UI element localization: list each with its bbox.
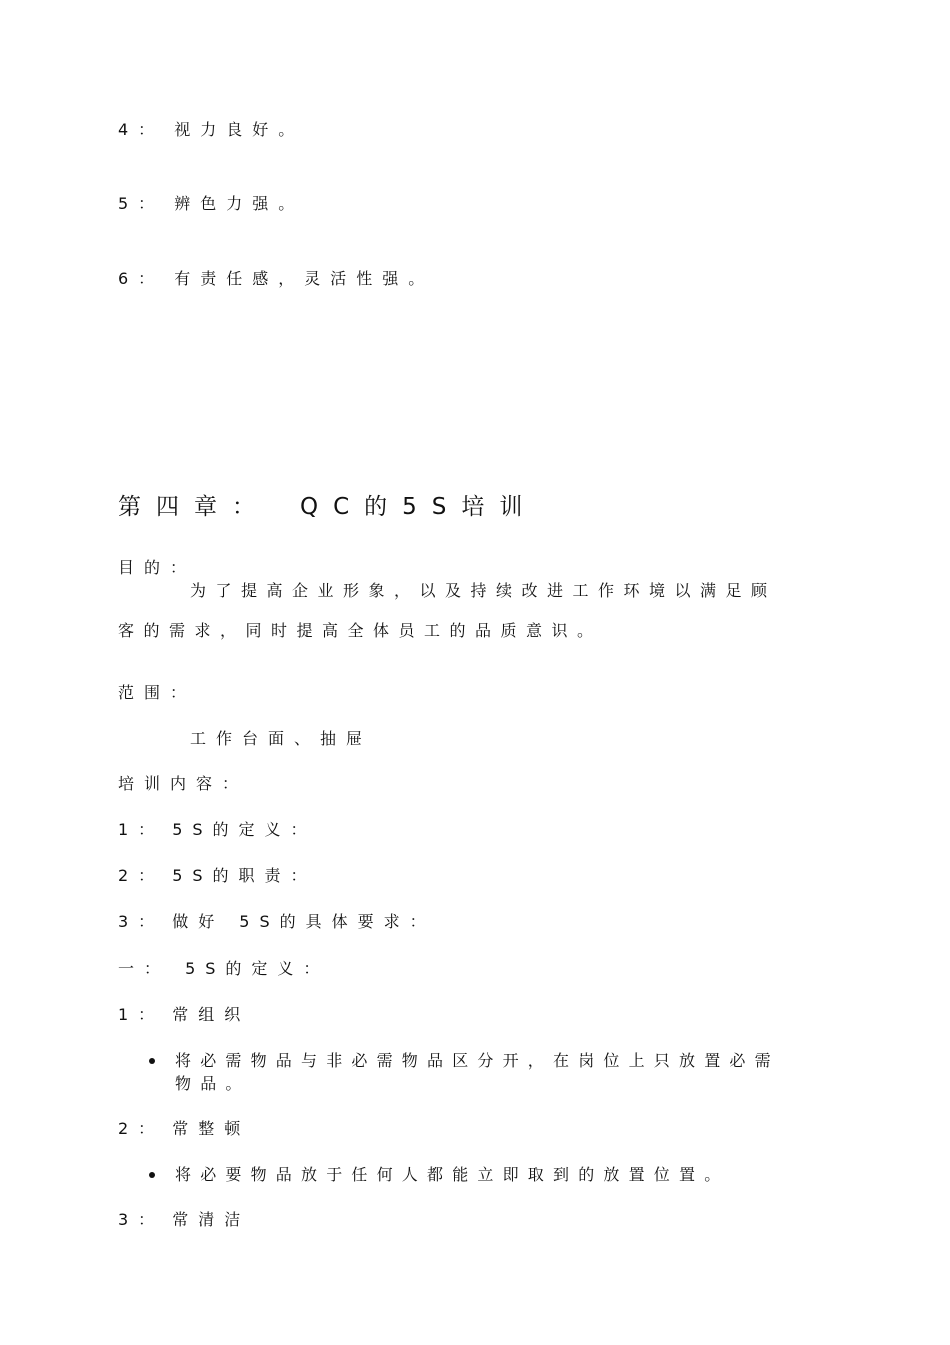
- item-number: 3：: [118, 912, 165, 931]
- item-text: 视力良好。: [174, 120, 305, 139]
- training-item: [118, 912, 436, 932]
- purpose-text-line2: 客的需求，同时提高全体员工的品质意识。: [118, 621, 603, 640]
- item-text: 有责任感，灵活性强。: [174, 269, 435, 288]
- definition-heading: 一： 5S的定义：: [118, 959, 330, 978]
- chapter-name: QC的5S培训: [300, 494, 538, 520]
- item-text: 5S的定义：: [172, 820, 317, 839]
- item-number: 3：: [118, 1210, 165, 1229]
- bullet-text-line1: 将必要物品放于任何人都能立即取到的放置位置。: [175, 1165, 730, 1184]
- chapter-label: 第四章：: [118, 494, 270, 520]
- item-text: 5S的职责：: [172, 866, 317, 885]
- training-heading: 培训内容：: [118, 774, 249, 793]
- item-text: 常组织: [172, 1005, 251, 1024]
- item-text: 常整顿: [172, 1119, 251, 1138]
- item-text: 做好 5S的具体要求：: [172, 912, 436, 931]
- item-text: 辨色力强。: [174, 194, 305, 213]
- purpose-heading: 目的：: [118, 558, 197, 577]
- bullet-icon: [149, 1172, 155, 1178]
- definition-item: [118, 1210, 250, 1230]
- item-number: 6：: [118, 269, 165, 288]
- definition-item: [118, 1005, 250, 1025]
- item-number: 5：: [118, 194, 165, 213]
- item-number: 1：: [118, 1005, 165, 1024]
- requirement-item: [118, 269, 434, 289]
- scope-heading: 范围：: [118, 683, 197, 702]
- bullet-text-line1: 将必需物品与非必需物品区分开，在岗位上只放置必需: [175, 1051, 780, 1070]
- bullet-text-line2: 物品。: [175, 1074, 251, 1093]
- requirement-item: [118, 194, 304, 214]
- item-number: 1：: [118, 820, 165, 839]
- training-item: [118, 820, 317, 840]
- item-number: 2：: [118, 866, 165, 885]
- item-number: 4：: [118, 120, 165, 139]
- bullet-icon: [149, 1058, 155, 1064]
- scope-text: 工作台面、抽屉: [190, 729, 373, 748]
- chapter-title: [118, 492, 537, 522]
- definition-item: [118, 1119, 250, 1139]
- item-text: 常清洁: [172, 1210, 251, 1229]
- training-item: [118, 866, 317, 886]
- item-number: 2：: [118, 1119, 165, 1138]
- requirement-item: [118, 120, 304, 140]
- purpose-text-line1: 为了提高企业形象，以及持续改进工作环境以满足顾: [190, 581, 777, 600]
